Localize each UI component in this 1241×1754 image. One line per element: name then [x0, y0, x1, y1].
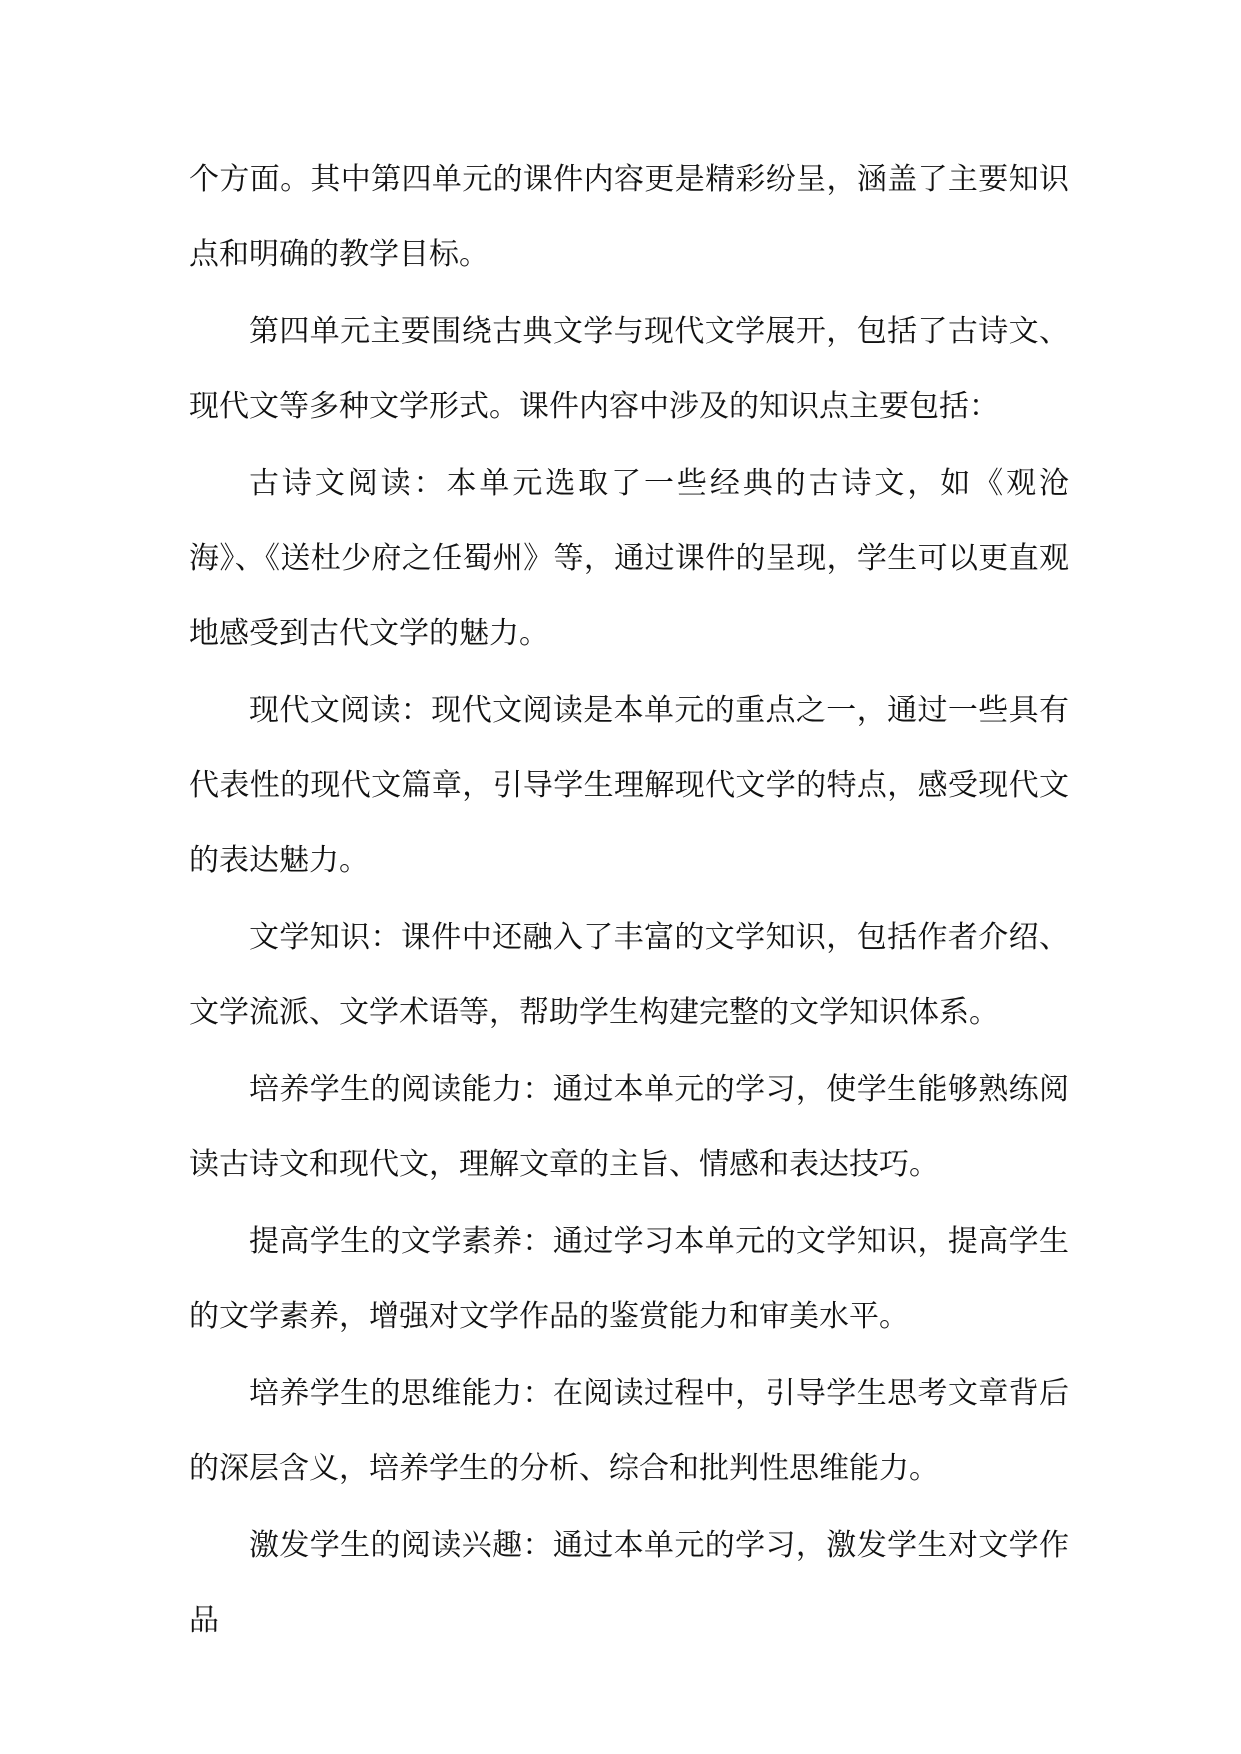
- paragraph-literary-literacy: 提高学生的文学素养：通过学习本单元的文学知识，提高学生的文学素养，增强对文学作品的鉴赏能力和审美水平。: [189, 1224, 1069, 1334]
- paragraph-modern-reading: 现代文阅读：现代文阅读是本单元的重点之一，通过一些具有代表性的现代文篇章，引导学生理解现代文学的特点，感受现代文的表达魅力。: [189, 693, 1069, 878]
- paragraph-unit-overview: 第四单元主要围绕古典文学与现代文学展开，包括了古诗文、现代文等多种文学形式。课件内容中涉及的知识点主要包括：: [189, 314, 1069, 424]
- paragraph-thinking-ability: 培养学生的思维能力：在阅读过程中，引导学生思考文章背后的深层含义，培养学生的分析、综合和批判性思维能力。: [189, 1376, 1069, 1486]
- paragraph-continuation: 个方面。其中第四单元的课件内容更是精彩纷呈，涵盖了主要知识点和明确的教学目标。: [189, 162, 1069, 272]
- paragraph-classical-reading: 古诗文阅读：本单元选取了一些经典的古诗文，如《观沧海》、《送杜少府之任蜀州》等，通过课件的呈现，学生可以更直观地感受到古代文学的魅力。: [189, 466, 1069, 651]
- document-body: [189, 142, 1069, 1660]
- paragraph-reading-interest: 激发学生的阅读兴趣：通过本单元的学习，激发学生对文学作品: [189, 1528, 1069, 1638]
- paragraph-literary-knowledge: 文学知识：课件中还融入了丰富的文学知识，包括作者介绍、文学流派、文学术语等，帮助学生构建完整的文学知识体系。: [189, 920, 1069, 1030]
- paragraph-reading-ability: 培养学生的阅读能力：通过本单元的学习，使学生能够熟练阅读古诗文和现代文，理解文章的主旨、情感和表达技巧。: [189, 1072, 1069, 1182]
